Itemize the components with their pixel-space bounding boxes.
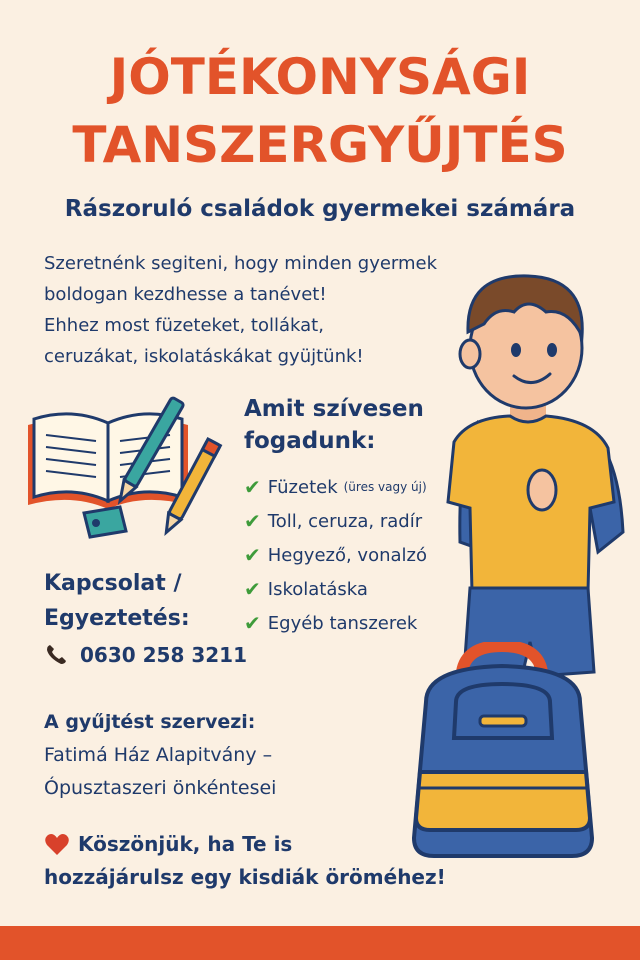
accepted-title-line: fogadunk: (244, 428, 376, 454)
phone-number[interactable]: 0630 258 3211 (80, 643, 248, 667)
intro-line: Ehhez most füzeteket, tollákat, (44, 315, 324, 336)
sharpener-icon (84, 507, 126, 537)
book-icon (22, 385, 232, 555)
list-item (244, 606, 427, 640)
organizer-line: Fatimá Ház Alapitvány – (44, 744, 273, 766)
organizer-label: A gyűjtést szervezi: (44, 711, 256, 733)
list-item (244, 470, 427, 504)
check-icon: ✔ (244, 543, 261, 567)
list-item-label: Füzetek (267, 476, 338, 498)
list-item-note: (üres vagy új) (343, 480, 427, 494)
list-item-label: Egyéb tanszerek (267, 612, 418, 634)
accepted-title-line: Amit szívesen (244, 396, 424, 422)
thanks-line: hozzájárulsz egy kisdiák öröméhez! (44, 865, 446, 889)
intro-line: Szeretnénk segiteni, hogy minden gyermek (44, 253, 438, 274)
list-item-label: Hegyező, vonalzó (267, 544, 427, 566)
contact-title (44, 566, 190, 636)
title-line-1: JÓTÉKONYSÁGI (109, 48, 531, 106)
list-item (244, 538, 427, 572)
boy-illustration (418, 252, 640, 702)
list-item (244, 504, 427, 538)
intro-line: boldogan kezdhesse a tanévet! (44, 284, 327, 305)
accepted-title (244, 393, 424, 457)
phone-row[interactable] (44, 643, 247, 667)
bottom-bar (0, 926, 640, 960)
list-item-label: Toll, ceruza, radír (267, 510, 423, 532)
intro-text (44, 248, 464, 372)
check-icon: ✔ (244, 577, 261, 601)
organizer-block (44, 706, 276, 805)
contact-title-line: Egyeztetés: (44, 606, 190, 631)
subtitle: Rászoruló családok gyermekei számára (64, 196, 576, 222)
list-item (244, 572, 427, 606)
heart-icon (44, 833, 70, 857)
check-icon: ✔ (244, 475, 261, 499)
thanks-block (44, 828, 446, 894)
organizer-line: Ópusztaszeri önkéntesei (44, 777, 277, 799)
thanks-line: Köszönjük, ha Te is (78, 832, 293, 856)
list-item-label: Iskolatáska (267, 578, 368, 600)
title-line-2: TANSZERGYŰJTÉS (72, 116, 568, 174)
contact-title-line: Kapcsolat / (44, 571, 182, 596)
check-icon: ✔ (244, 509, 261, 533)
phone-icon (44, 643, 68, 667)
intro-line: ceruzákat, iskolatáskákat gyüjtünk! (44, 346, 364, 367)
check-icon: ✔ (244, 611, 261, 635)
accepted-list (244, 470, 427, 640)
